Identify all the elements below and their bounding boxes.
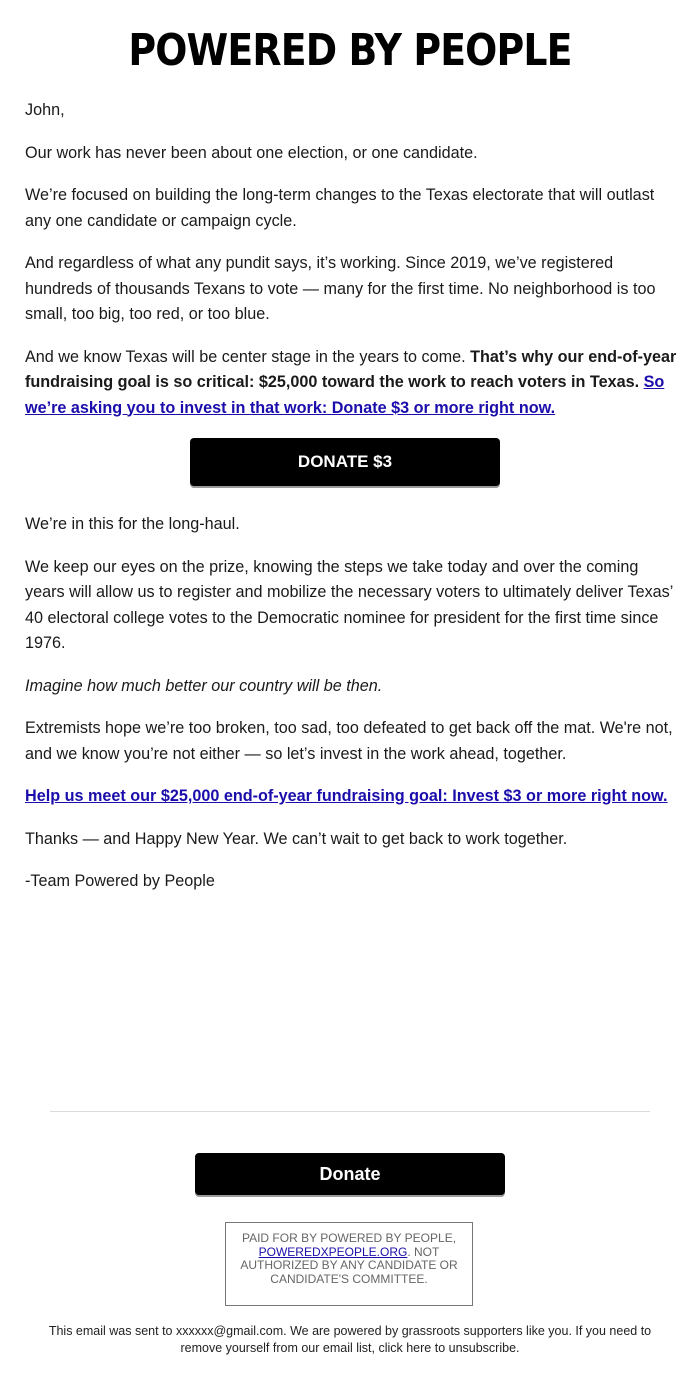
footer-donate-button[interactable]: Donate <box>195 1153 505 1195</box>
paragraph-4-text: And we know Texas will be center stage in the years to come. <box>25 347 471 366</box>
disclaimer-text-pre: PAID FOR BY POWERED BY PEOPLE, <box>241 1231 457 1245</box>
paragraph-3: And regardless of what any pundit says, it’s working. Since 2019, we’ve registered hundreds of thousands Texans to vote — many for the first time. No neighborhood is too small, too big, too red, or too blue. <box>25 254 656 323</box>
donate-link-2[interactable]: Help us meet our $25,000 end-of-year fundraising goal: Invest $3 or more right now. <box>25 787 668 805</box>
footer-divider <box>50 1111 650 1112</box>
greeting: John, <box>25 101 65 119</box>
paragraph-8: Extremists hope we’re too broken, too sad, too defeated to get back off the mat. We're not, and we know you’re not either — so let’s invest in the work ahead, together. <box>25 719 673 763</box>
paragraph-2: We’re focused on building the long-term changes to the Texas electorate that will outlast any one candidate or campaign cycle. <box>25 186 655 230</box>
donate-3-button[interactable]: DONATE $3 <box>190 438 500 486</box>
paragraph-1: Our work has never been about one election, or one candidate. <box>25 143 478 162</box>
email-body <box>25 98 677 912</box>
footer-notice: This email was sent to xxxxxx@gmail.com. We are powered by grassroots supporters like you. If you need to remove yourself from our email list, click here to unsubscribe. <box>48 1324 652 1355</box>
donate-button-container <box>25 438 677 486</box>
donate-link-1[interactable]: So we’re asking you to invest in that work: Donate $3 or more right now. <box>25 373 665 417</box>
paid-for-disclaimer <box>225 1222 473 1306</box>
paragraph-9 <box>25 784 677 810</box>
disclaimer-website-link[interactable]: POWEREDXPEOPLE.ORG <box>258 1244 408 1259</box>
paragraph-4-bold-text: That’s why our end-of-year fundraising goal is so critical: $25,000 toward the work to reach voters in Texas. <box>25 347 677 391</box>
brand-logo: POWERED BY PEOPLE <box>128 25 572 76</box>
paragraph-6: We keep our eyes on the prize, knowing the steps we take today and over the coming years will allow us to register and mobilize the necessary voters to ultimately deliver Texas’ 40 electoral college votes to the Democratic nominee for president for the first time since 1976. <box>25 557 673 652</box>
paragraph-5: We’re in this for the long-haul. <box>25 515 240 533</box>
signature: -Team Powered by People <box>25 872 215 890</box>
paragraph-7: Imagine how much better our country will be then. <box>25 676 383 695</box>
paragraph-4 <box>25 345 677 422</box>
paragraph-10: Thanks — and Happy New Year. We can’t wait to get back to work together. <box>25 829 568 848</box>
disclaimer-text-post: . NOT AUTHORIZED BY ANY CANDIDATE OR CANDIDATE'S COMMITTEE. <box>240 1244 458 1286</box>
